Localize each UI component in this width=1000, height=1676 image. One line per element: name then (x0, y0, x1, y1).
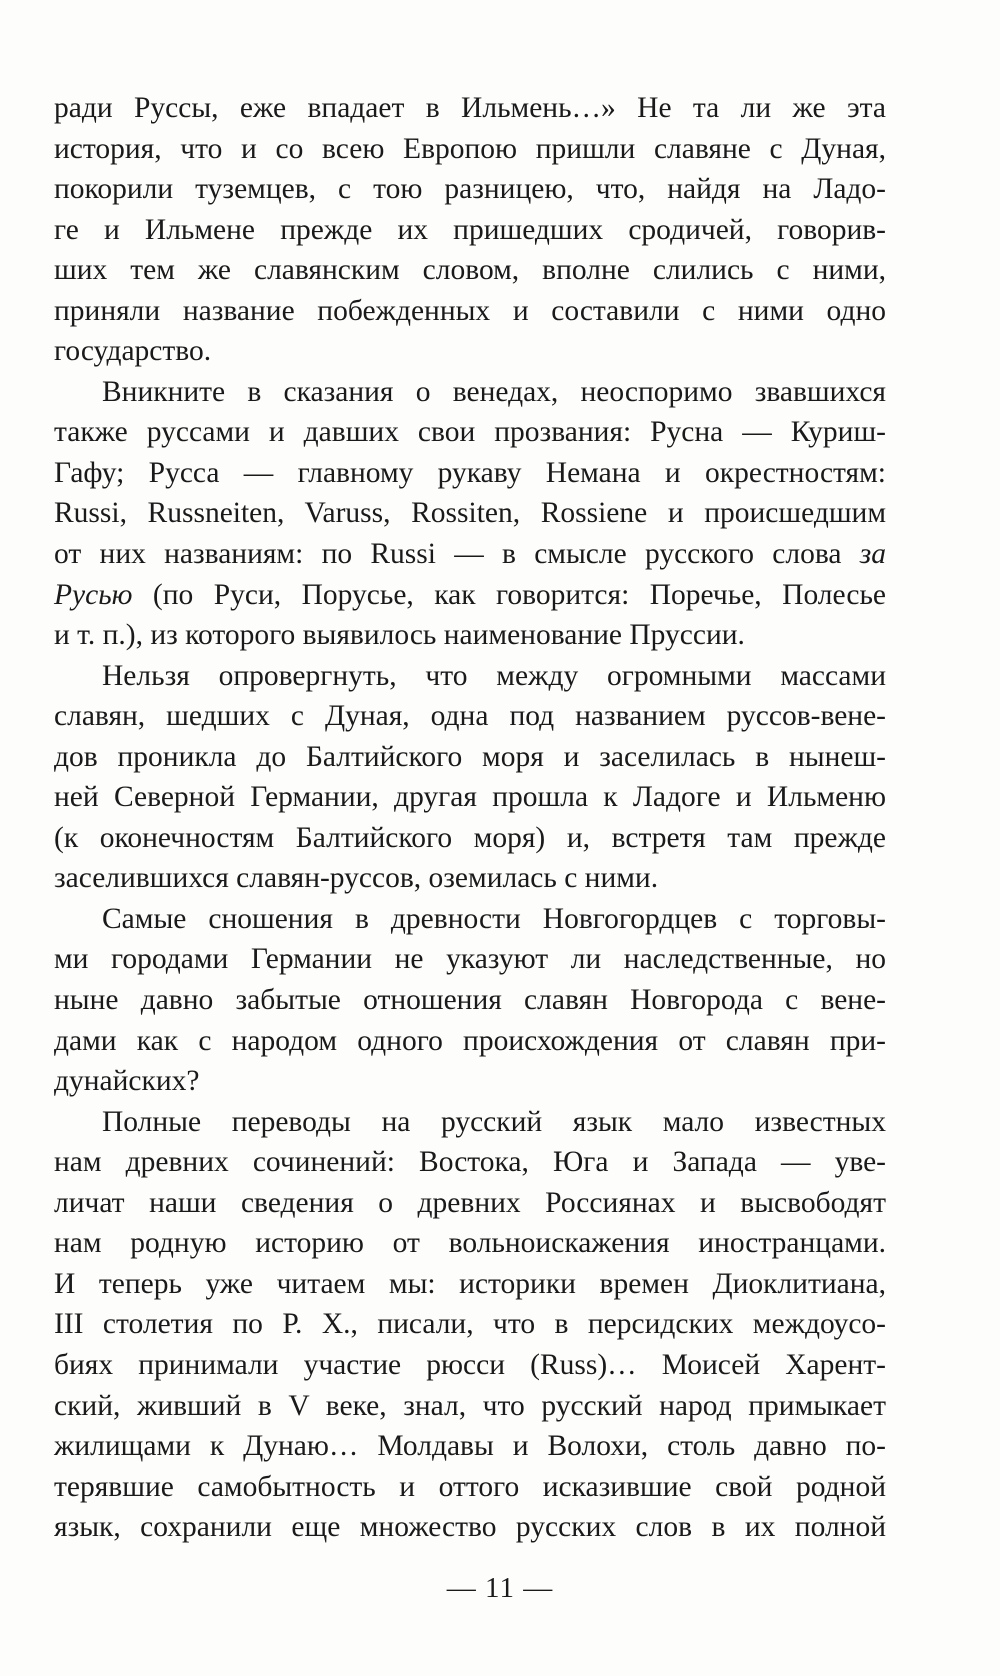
text-line: покорили туземцев, с тою разницею, что, найдя на Ладо- (54, 173, 886, 206)
text-line: от них названиям: по Russi — в смысле русского слова за (54, 538, 886, 571)
text-line: ныне давно забытые отношения славян Новгорода с вене- (54, 984, 886, 1017)
text-line: ших тем же славянским словом, вполне слились с ними, (54, 254, 886, 287)
text-line: дунайских? (54, 1065, 200, 1098)
text-line: нам родную историю от вольноискажения иностранцами. (54, 1227, 886, 1260)
text-line: Russi, Russneiten, Varuss, Rossiten, Rossiene и происшедшим (54, 497, 886, 530)
text-line: приняли название побежденных и составили с ними одно (54, 294, 886, 327)
text-line: жилищами к Дунаю… Молдавы и Волохи, столь давно по- (54, 1430, 886, 1463)
text-line: И теперь уже читаем мы: историки времен Диоклитиана, (54, 1267, 886, 1300)
text-line: (к оконечностям Балтийского моря) и, встретя там прежде (54, 821, 886, 854)
paragraph-first-line: Полные переводы на русский язык мало известных (102, 1105, 886, 1138)
page-number: — 11 — (446, 1572, 554, 1604)
text-line: славян, шедших с Дуная, одна под названием руссов-вене- (54, 700, 886, 733)
paragraph-first-line: Вникните в сказания о венедах, неоспоримо звавшихся (102, 375, 886, 408)
text-line: III столетия по Р. Х., писали, что в персидских междоусо- (54, 1308, 886, 1341)
text-line: дов проникла до Балтийского моря и заселилась в нынеш- (54, 740, 886, 773)
text-line: ней Северной Германии, другая прошла к Ладоге и Ильменю (54, 781, 886, 814)
text-line: и т. п.), из которого выявилось наименование Пруссии. (54, 619, 745, 652)
italic-word: Русью (54, 578, 133, 611)
text-line: личат наши сведения о древних Россиянах и высвободят (54, 1186, 886, 1219)
text-line: язык, сохранили еще множество русских слов в их полной (54, 1511, 886, 1544)
page-body-text (54, 88, 886, 1548)
paragraph-first-line: Самые сношения в древности Новгогордцев с торговы- (102, 902, 886, 935)
text-line: нам древних сочинений: Востока, Юга и Запада — уве- (54, 1146, 886, 1179)
text-line: терявшие самобытность и оттого исказившие свой родной (54, 1470, 886, 1503)
text-line: ради Руссы, еже впадает в Ильмень…» Не та ли же эта (54, 92, 886, 124)
text-line: Гафу; Русса — главному рукаву Немана и окрестностям: (54, 456, 886, 489)
text-line: заселившихся славян-руссов, оземилась с ними. (54, 862, 659, 895)
text-line: дами как с народом одного происхождения от славян при- (54, 1024, 886, 1057)
text-line: история, что и со всею Европою пришли славяне с Дуная, (54, 132, 886, 165)
text-line: Русью (по Руси, Порусье, как говорится: Поречье, Полесье (54, 578, 886, 611)
italic-word: за (859, 538, 886, 571)
text-line: государство. (54, 335, 212, 368)
paragraph-first-line: Нельзя опровергнуть, что между огромными массами (102, 659, 886, 692)
text-line: ский, живший в V веке, знал, что русский народ примыкает (54, 1389, 886, 1422)
text-line: ми городами Германии не указуют ли наследственные, но (54, 943, 886, 976)
text-line: ге и Ильмене прежде их пришедших сродичей, говорив- (54, 213, 886, 246)
text-line: также руссами и давших свои прозвания: Русна — Куриш- (54, 416, 886, 449)
text-line: биях принимали участие рюсси (Russ)… Моисей Харент- (54, 1348, 886, 1381)
